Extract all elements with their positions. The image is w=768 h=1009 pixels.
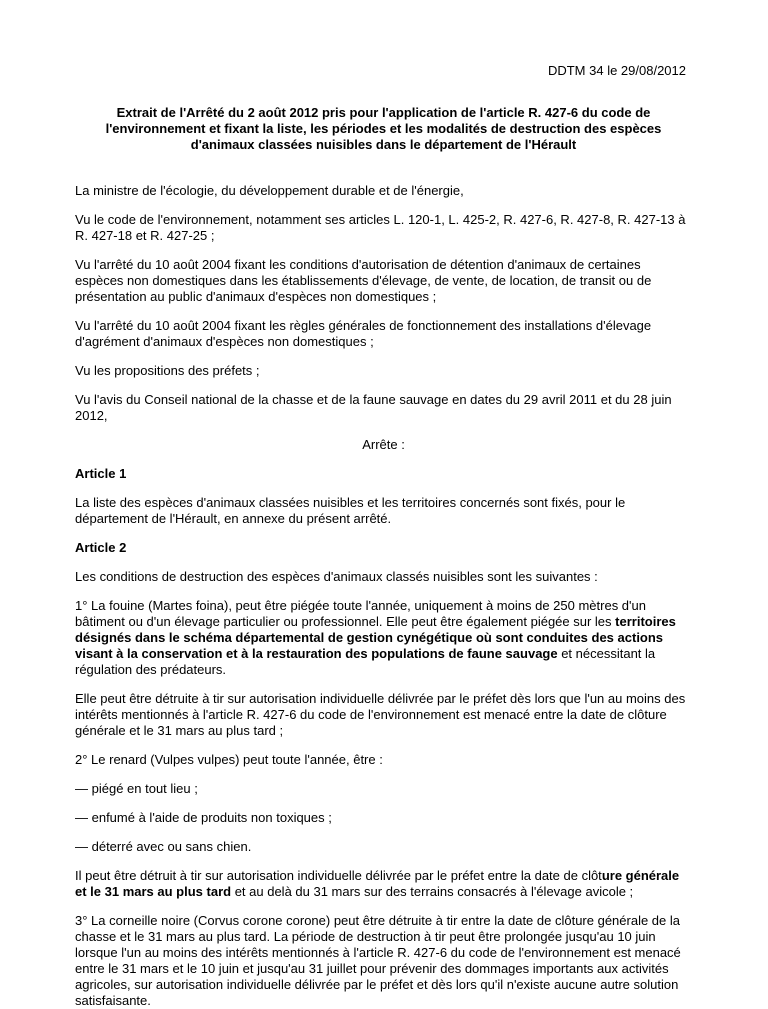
fouine-paragraph (75, 598, 692, 678)
renard-intro: 2° Le renard (Vulpes vulpes) peut toute l'année, être : (75, 752, 383, 767)
vu-arrete-1: Vu l'arrêté du 10 août 2004 fixant les conditions d'autorisation de détention d'animaux de certaines espèces non domestiques dans les établissements d'élevage, de vente, de location, de transit ou de présentation au public d'animaux d'espèces non domestiques ; (75, 257, 652, 304)
document-title: Extrait de l'Arrêté du 2 août 2012 pris pour l'application de l'article R. 427-6 du code de l'environnement et fixant la liste, les périodes et les modalités de destruction des espèces d'animaux classées nuisibles dans le département de l'Hérault (105, 105, 662, 152)
corneille-paragraph: 3° La corneille noire (Corvus corone corone) peut être détruite à tir entre la date de clôture générale de la chasse et le 31 mars au plus tard. La période de destruction à tir peut être prolongée jusqu'au 10 juin lorsque l'un au moins des intérêts mentionnés à l'article R. 427-6 du code de l'environnement est menacé entre le 31 mars et le 10 juin et jusqu'au 31 juillet pour prévenir des dommages importants aux activités agricoles, sur autorisation individuelle délivrée par le préfet et dès lors qu'il n'existe aucune autre solution satisfaisante. (75, 913, 681, 1008)
header-date: DDTM 34 le 29/08/2012 (547, 63, 686, 78)
article-2-intro: Les conditions de destruction des espèces d'animaux classés nuisibles sont les suivantes : (75, 569, 598, 584)
fouine-text-start: 1° La fouine (Martes foina), peut être piégée toute l'année, uniquement à moins de 250 mètres d'un bâtiment ou d'un élevage particulier ou professionnel. Elle peut être également piégée sur les (75, 598, 646, 629)
fouine-tir-paragraph: Elle peut être détruite à tir sur autorisation individuelle délivrée par le préfet dès lors que l'un au moins des intérêts mentionnés à l'article R. 427-6 du code de l'environnement est menacé entre la date de clôture générale et le 31 mars au plus tard ; (75, 691, 686, 738)
renard-tir-bold: ure générale et le 31 mars au plus tard (75, 868, 680, 899)
renard-tir-end: et au delà du 31 mars sur des terrains consacrés à l'élevage avicole ; (231, 884, 634, 899)
vu-arrete-2: Vu l'arrêté du 10 août 2004 fixant les règles générales de fonctionnement des installations d'élevage d'agrément d'animaux d'espèces non domestiques ; (75, 318, 652, 349)
renard-tir-start: Il peut être détruit à tir sur autorisation individuelle délivrée par le préfet entre la date de clôt (75, 868, 602, 883)
fouine-text-bold: territoires désignés dans le schéma départemental de gestion cynégétique où sont conduites des actions visant à la conservation et à la restauration des populations de faune sauvage (75, 614, 676, 661)
article-2-heading: Article 2 (75, 540, 127, 555)
renard-deterre: — déterré avec ou sans chien. (75, 839, 252, 854)
renard-enfume: — enfumé à l'aide de produits non toxiques ; (75, 810, 332, 825)
arrete-heading: Arrête : (362, 437, 405, 452)
renard-piege: — piégé en tout lieu ; (75, 781, 198, 796)
vu-avis: Vu l'avis du Conseil national de la chasse et de la faune sauvage en dates du 29 avril 2011 et du 28 juin 2012, (75, 392, 672, 423)
minister-line: La ministre de l'écologie, du développement durable et de l'énergie, (75, 183, 464, 198)
renard-tir-paragraph (75, 868, 692, 900)
fouine-text-end: et nécessitant la régulation des prédateurs. (75, 646, 656, 677)
article-1-text: La liste des espèces d'animaux classées nuisibles et les territoires concernés sont fixés, pour le département de l'Hérault, en annexe du présent arrêté. (75, 495, 626, 526)
vu-code: Vu le code de l'environnement, notamment ses articles L. 120-1, L. 425-2, R. 427-6, R. 427-8, R. 427-13 à R. 427-18 et R. 427-25 ; (75, 212, 686, 243)
article-1-heading: Article 1 (75, 466, 127, 481)
vu-propositions: Vu les propositions des préfets ; (75, 363, 260, 378)
